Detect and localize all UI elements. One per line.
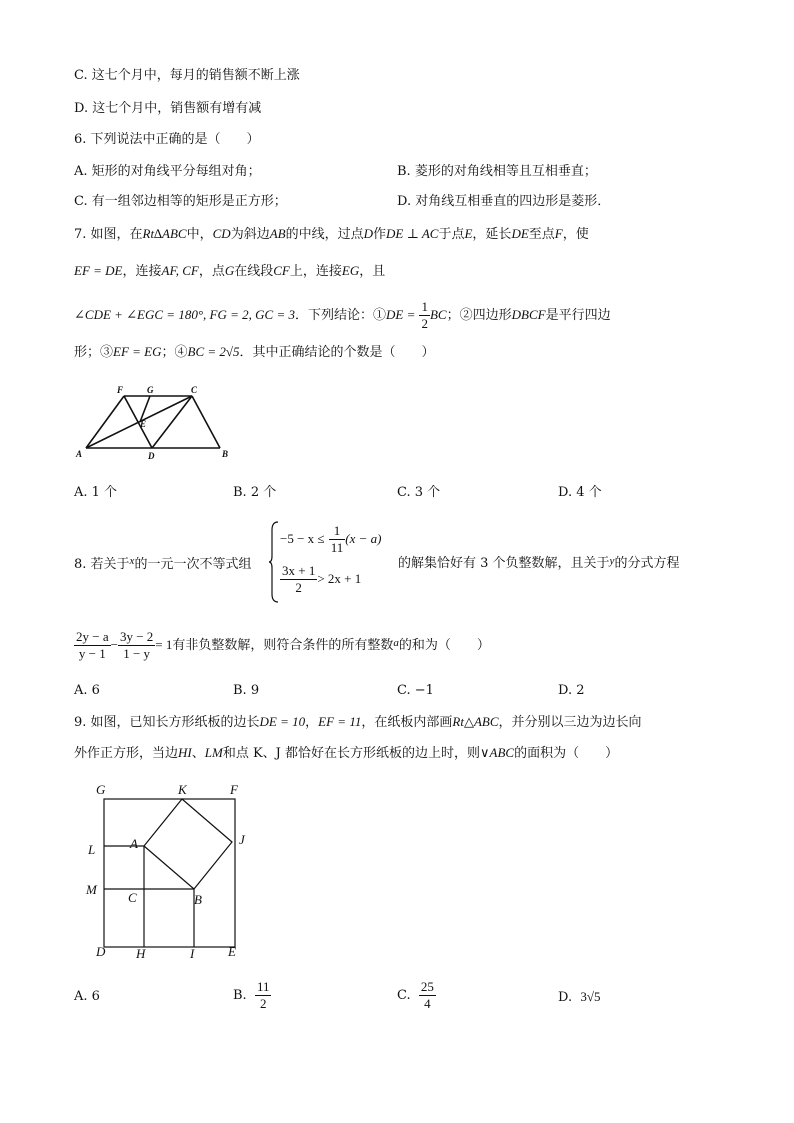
q8-equation-line [74,624,490,665]
q7-math: G [224,263,235,278]
q7-math: E [464,226,473,241]
q9-option-b [233,976,271,1016]
label-c: C [128,890,137,905]
q9-math: EF = 11 [318,714,362,729]
q8-fraction-eq1 [74,629,111,662]
q7-text: 的中线，过点 [285,227,364,242]
q9-figure [82,780,257,965]
fraction-denominator: 11 [330,540,344,555]
q7-text: 在线段 [234,264,274,279]
q8-var-y: y [609,555,615,567]
label-l: L [88,842,96,857]
q7-text: 于点 [438,227,465,242]
q9-text: ，在纸板内部画 [361,715,453,730]
q9-fraction-11-2 [255,979,272,1012]
q7-math: BC = 2√5 [187,344,240,359]
label-i: I [190,946,195,961]
q8-option-d: D. 2 [558,683,585,698]
q6-stem: 6. 下列说法中正确的是（ ） [74,132,260,147]
fraction-denominator: 2 [421,316,428,331]
label-m: M [86,882,97,897]
q8-math: = 1 [155,637,173,652]
q7-option-a: A. 1 个 [74,485,118,500]
option-letter: B. [233,988,247,1003]
fraction-denominator: y − 1 [78,646,106,661]
q7-text: ，连接 [122,264,162,279]
q8-text: 的一元一次不等式组 [134,557,252,572]
label-a: A [76,449,83,459]
q9-text: 外作正方形，当边 [74,746,179,761]
q9-line-2 [74,744,618,763]
q7-text: 是平行四边 [545,308,611,323]
q8-text: 8. 若关于 [74,557,130,572]
fraction-denominator: 4 [424,996,431,1011]
q9-math: ∨ABC [480,745,515,760]
square-akjb [144,799,232,889]
q6-option-b: B. 菱形的对角线相等且互相垂直； [397,164,597,179]
q9-option-c [397,976,436,1016]
q7-math: CF [273,263,290,278]
q8-system-brace [268,520,280,604]
q8-var-a: a [393,637,399,649]
segment-cd [152,396,192,448]
q9-text: ， [305,715,319,730]
q7-math: D [363,226,373,241]
q6-option-a: A. 矩形的对角线平分每组对角； [74,164,261,179]
fraction-numerator: 3x + 1 [282,563,316,578]
q9-option-d [558,988,601,1007]
q7-line-3 [74,298,611,333]
q7-fraction-half [419,299,430,332]
q7-math: CD [212,226,231,241]
label-f: F [117,385,124,395]
q7-text: 作 [373,227,387,242]
q6-option-c: C. 有一组邻边相等的矩形是正方形； [74,194,287,209]
q7-math: DE = [385,307,416,322]
q7-text: 形；③ [74,345,114,360]
q8-fraction-3x1-2 [280,563,317,596]
q9-text: 和点 K、J 都恰好在长方形纸板的边上时，则 [222,746,481,761]
label-b: B [222,449,229,459]
q8-text: 的解集恰好有 3 个负整数解，且关于 [398,556,610,571]
option-letter: C. [397,988,411,1003]
q8-inequality-2 [280,562,361,597]
q9-math: DE = 10 [259,714,306,729]
q7-text: ，且 [359,264,386,279]
q7-line-1 [74,225,589,244]
q9-math: Rt△ABC [452,714,499,729]
q7-math: EG [341,263,360,278]
fraction-numerator: 2y − a [76,629,109,644]
q7-math: EF = EG [113,344,162,359]
fraction-numerator: 1 [421,299,428,314]
q8-condition [398,552,679,573]
label-d: D [96,944,106,959]
segment-cb [192,396,220,448]
fraction-denominator: 2 [295,580,302,595]
label-c: C [191,385,198,395]
q8-option-a: A. 6 [74,683,100,698]
q5-option-c: C. 这七个月中，每月的销售额不断上涨 [74,68,300,83]
q9-math: 3√5 [580,989,601,1004]
label-g: G [96,782,106,797]
label-e: E [140,419,147,429]
q9-fraction-25-4 [419,979,436,1012]
label-h: H [136,946,146,961]
q7-option-d: D. 4 个 [558,485,602,500]
q7-math: DE [511,226,529,241]
label-f: F [230,782,238,797]
q7-math: F [554,226,563,241]
q7-line-2 [74,262,385,281]
label-k: K [178,782,187,797]
q7-option-c: C. 3 个 [397,485,441,500]
q8-option-c: C. −1 [397,683,434,698]
q7-math: DE ⊥ AC [386,226,439,241]
fraction-numerator: 25 [420,979,434,994]
label-g: G [147,385,154,395]
q7-text: ；②四边形 [446,308,512,323]
q7-math: DBCF [511,307,546,322]
q7-math: ∠CDE + ∠EGC = 180°, FG = 2, GC = 3 [74,307,295,322]
fraction-denominator: 1 − y [123,646,151,661]
fraction-numerator: 11 [256,979,270,994]
q9-line-1 [74,713,642,732]
q7-text: 至点 [528,227,555,242]
q8-fraction-eq2 [118,629,155,662]
q5-option-d: D. 这七个月中，销售额有增有减 [74,101,262,116]
q7-text: ，延长 [472,227,512,242]
fraction-numerator: 3y − 2 [119,629,154,644]
q8-var-x: x [129,555,135,567]
label-j: J [239,832,245,847]
fraction-denominator: 2 [259,996,267,1011]
q7-math: AB [269,226,286,241]
q8-intro [74,552,251,574]
q8-option-b: B. 9 [233,683,260,698]
option-letter: D. [558,990,573,1005]
rectangle-dgfe [104,799,235,947]
q7-math: AF, CF [161,263,199,278]
label-e: E [228,944,236,959]
q8-math: (x − a) [345,531,382,546]
q8-inequality-1 [280,522,381,557]
q9-text: 的面积为（ ） [514,746,619,761]
q7-option-b: B. 2 个 [233,485,277,500]
q7-text: ，点 [198,264,225,279]
q7-text: 为斜边 [230,227,270,242]
q9-text: 9. 如图，已知长方形纸板的边长 [74,715,260,730]
label-b: B [194,892,202,907]
q7-math: BC [429,307,447,322]
q8-text: 的分式方程 [614,556,680,571]
segment-ac [86,396,192,448]
q8-math: − [110,637,118,652]
q7-text: 中， [186,227,213,242]
q8-text: 有非负整数解，则符合条件的所有整数 [172,638,394,653]
q9-text: 、 [191,746,205,761]
q7-text: ，使 [562,227,589,242]
q9-text: ，并分别以三边为边长向 [498,715,642,730]
q7-text: ；④ [161,345,188,360]
q8-text: 的和为（ ） [398,638,490,653]
q8-math: −5 − x ≤ [280,531,325,546]
label-a: A [130,836,138,851]
q7-figure [72,382,242,462]
q7-math: Rt∆ABC [142,226,187,241]
q7-text: ．其中正确结论的个数是（ ） [239,345,435,360]
q7-math: EF = DE [74,263,123,278]
q7-text: 7. 如图，在 [74,227,143,242]
q8-math: > 2x + 1 [317,571,362,586]
segment-af [86,396,124,448]
q7-text: ．下列结论：① [294,308,386,323]
label-d: D [148,451,155,461]
q9-math: LM [204,745,223,760]
q6-option-d: D. 对角线互相垂直的四边形是菱形． [397,194,611,209]
q9-option-a: A. 6 [74,989,100,1004]
q9-math: HI [178,745,192,760]
q7-text: 上，连接 [289,264,342,279]
q8-fraction-1-11 [329,523,346,556]
fraction-numerator: 1 [329,523,346,540]
q7-line-4 [74,343,435,362]
